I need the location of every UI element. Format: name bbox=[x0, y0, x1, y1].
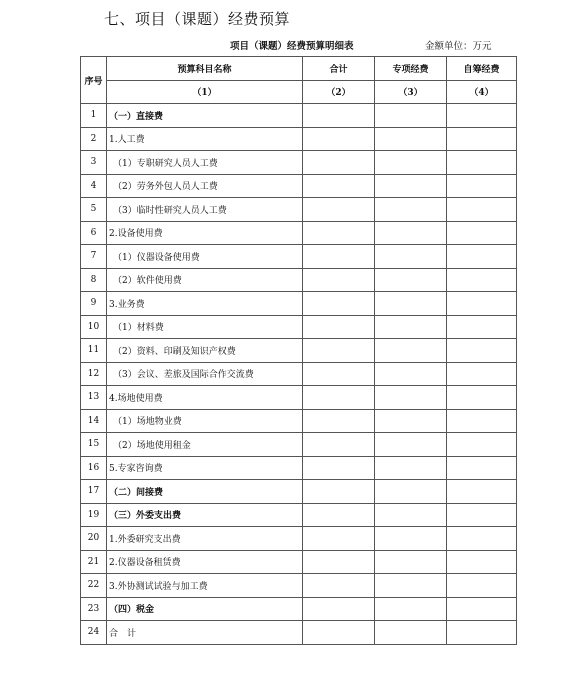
row-number: 9 bbox=[81, 292, 107, 316]
budget-table-header bbox=[81, 57, 517, 104]
self-fund-cell[interactable] bbox=[447, 268, 517, 292]
self-fund-cell[interactable] bbox=[447, 245, 517, 269]
budget-item-name: 5.专家咨询费 bbox=[107, 456, 303, 480]
table-row bbox=[81, 433, 517, 457]
total-cell[interactable] bbox=[303, 480, 375, 504]
self-fund-cell[interactable] bbox=[447, 386, 517, 410]
total-cell[interactable] bbox=[303, 104, 375, 128]
row-number: 22 bbox=[81, 574, 107, 598]
total-cell[interactable] bbox=[303, 386, 375, 410]
row-number: 17 bbox=[81, 480, 107, 504]
row-number: 8 bbox=[81, 268, 107, 292]
column-header-special: 专项经费 bbox=[375, 57, 447, 81]
budget-item-name: （四）税金 bbox=[107, 597, 303, 621]
special-fund-cell[interactable] bbox=[375, 409, 447, 433]
row-number: 11 bbox=[81, 339, 107, 363]
special-fund-cell[interactable] bbox=[375, 198, 447, 222]
total-cell[interactable] bbox=[303, 221, 375, 245]
budget-item-name: （2）场地使用租金 bbox=[107, 433, 303, 457]
table-row bbox=[81, 292, 517, 316]
total-cell[interactable] bbox=[303, 409, 375, 433]
special-fund-cell[interactable] bbox=[375, 621, 447, 645]
self-fund-cell[interactable] bbox=[447, 362, 517, 386]
special-fund-cell[interactable] bbox=[375, 527, 447, 551]
budget-item-name: （3）会议、差旅及国际合作交流费 bbox=[107, 362, 303, 386]
table-row bbox=[81, 362, 517, 386]
total-cell[interactable] bbox=[303, 621, 375, 645]
column-header-name: 预算科目名称 bbox=[107, 57, 303, 81]
budget-table-body bbox=[81, 104, 517, 645]
table-row bbox=[81, 503, 517, 527]
self-fund-cell[interactable] bbox=[447, 292, 517, 316]
total-cell[interactable] bbox=[303, 550, 375, 574]
budget-table bbox=[80, 56, 517, 645]
column-code-total: （2） bbox=[303, 80, 375, 104]
table-row bbox=[81, 127, 517, 151]
table-row bbox=[81, 527, 517, 551]
row-number: 16 bbox=[81, 456, 107, 480]
table-row bbox=[81, 174, 517, 198]
row-number: 20 bbox=[81, 527, 107, 551]
special-fund-cell[interactable] bbox=[375, 268, 447, 292]
column-code-name: （1） bbox=[107, 80, 303, 104]
row-number: 23 bbox=[81, 597, 107, 621]
special-fund-cell[interactable] bbox=[375, 174, 447, 198]
total-cell[interactable] bbox=[303, 198, 375, 222]
self-fund-cell[interactable] bbox=[447, 621, 517, 645]
self-fund-cell[interactable] bbox=[447, 339, 517, 363]
row-number: 10 bbox=[81, 315, 107, 339]
row-number: 1 bbox=[81, 104, 107, 128]
column-header-total: 合计 bbox=[303, 57, 375, 81]
column-header-self: 自筹经费 bbox=[447, 57, 517, 81]
row-number: 6 bbox=[81, 221, 107, 245]
budget-item-name: （1）专职研究人员人工费 bbox=[107, 151, 303, 175]
self-fund-cell[interactable] bbox=[447, 503, 517, 527]
special-fund-cell[interactable] bbox=[375, 104, 447, 128]
column-code-special: （3） bbox=[375, 80, 447, 104]
row-number: 21 bbox=[81, 550, 107, 574]
total-cell[interactable] bbox=[303, 127, 375, 151]
total-cell[interactable] bbox=[303, 245, 375, 269]
row-number: 19 bbox=[81, 503, 107, 527]
special-fund-cell[interactable] bbox=[375, 245, 447, 269]
special-fund-cell[interactable] bbox=[375, 315, 447, 339]
row-number: 5 bbox=[81, 198, 107, 222]
budget-item-name: 3.业务费 bbox=[107, 292, 303, 316]
budget-item-name: 合 计 bbox=[107, 621, 303, 645]
special-fund-cell[interactable] bbox=[375, 480, 447, 504]
special-fund-cell[interactable] bbox=[375, 292, 447, 316]
self-fund-cell[interactable] bbox=[447, 433, 517, 457]
total-cell[interactable] bbox=[303, 503, 375, 527]
row-number: 24 bbox=[81, 621, 107, 645]
total-cell[interactable] bbox=[303, 433, 375, 457]
row-number: 2 bbox=[81, 127, 107, 151]
table-row bbox=[81, 480, 517, 504]
special-fund-cell[interactable] bbox=[375, 127, 447, 151]
budget-item-name: （3）临时性研究人员人工费 bbox=[107, 198, 303, 222]
special-fund-cell[interactable] bbox=[375, 339, 447, 363]
special-fund-cell[interactable] bbox=[375, 386, 447, 410]
total-cell[interactable] bbox=[303, 527, 375, 551]
self-fund-cell[interactable] bbox=[447, 574, 517, 598]
total-cell[interactable] bbox=[303, 574, 375, 598]
self-fund-cell[interactable] bbox=[447, 151, 517, 175]
row-number: 14 bbox=[81, 409, 107, 433]
section-heading: 七、项目（课题）经费预算 bbox=[104, 10, 291, 28]
special-fund-cell[interactable] bbox=[375, 221, 447, 245]
row-number: 3 bbox=[81, 151, 107, 175]
table-row bbox=[81, 409, 517, 433]
total-cell[interactable] bbox=[303, 362, 375, 386]
self-fund-cell[interactable] bbox=[447, 456, 517, 480]
total-cell[interactable] bbox=[303, 456, 375, 480]
special-fund-cell[interactable] bbox=[375, 574, 447, 598]
self-fund-cell[interactable] bbox=[447, 127, 517, 151]
budget-item-name: （2）劳务外包人员人工费 bbox=[107, 174, 303, 198]
self-fund-cell[interactable] bbox=[447, 550, 517, 574]
table-row bbox=[81, 574, 517, 598]
budget-item-name: （二）间接费 bbox=[107, 480, 303, 504]
table-row bbox=[81, 245, 517, 269]
self-fund-cell[interactable] bbox=[447, 198, 517, 222]
column-code-self: （4） bbox=[447, 80, 517, 104]
currency-unit-label: 金额单位：万元 bbox=[425, 41, 492, 52]
table-row bbox=[81, 151, 517, 175]
total-cell[interactable] bbox=[303, 268, 375, 292]
row-number: 4 bbox=[81, 174, 107, 198]
budget-item-name: （2）资料、印刷及知识产权费 bbox=[107, 339, 303, 363]
special-fund-cell[interactable] bbox=[375, 151, 447, 175]
self-fund-cell[interactable] bbox=[447, 104, 517, 128]
budget-item-name: 2.设备使用费 bbox=[107, 221, 303, 245]
table-row bbox=[81, 198, 517, 222]
row-number: 15 bbox=[81, 433, 107, 457]
budget-item-name: 2.仪器设备租赁费 bbox=[107, 550, 303, 574]
self-fund-cell[interactable] bbox=[447, 221, 517, 245]
budget-item-name: （三）外委支出费 bbox=[107, 503, 303, 527]
total-cell[interactable] bbox=[303, 597, 375, 621]
table-row bbox=[81, 339, 517, 363]
table-row bbox=[81, 621, 517, 645]
budget-item-name: （1）材料费 bbox=[107, 315, 303, 339]
table-row bbox=[81, 550, 517, 574]
total-cell[interactable] bbox=[303, 315, 375, 339]
budget-item-name: （2）软件使用费 bbox=[107, 268, 303, 292]
special-fund-cell[interactable] bbox=[375, 503, 447, 527]
table-row bbox=[81, 221, 517, 245]
total-cell[interactable] bbox=[303, 151, 375, 175]
special-fund-cell[interactable] bbox=[375, 597, 447, 621]
budget-item-name: 3.外协测试试验与加工费 bbox=[107, 574, 303, 598]
budget-item-name: （1）仪器设备使用费 bbox=[107, 245, 303, 269]
total-cell[interactable] bbox=[303, 174, 375, 198]
special-fund-cell[interactable] bbox=[375, 456, 447, 480]
budget-item-name: （1）场地物业费 bbox=[107, 409, 303, 433]
row-number: 13 bbox=[81, 386, 107, 410]
self-fund-cell[interactable] bbox=[447, 597, 517, 621]
special-fund-cell[interactable] bbox=[375, 362, 447, 386]
total-cell[interactable] bbox=[303, 292, 375, 316]
self-fund-cell[interactable] bbox=[447, 480, 517, 504]
row-number: 12 bbox=[81, 362, 107, 386]
table-row bbox=[81, 456, 517, 480]
table-row bbox=[81, 268, 517, 292]
special-fund-cell[interactable] bbox=[375, 550, 447, 574]
budget-item-name: 1.外委研究支出费 bbox=[107, 527, 303, 551]
table-row bbox=[81, 597, 517, 621]
self-fund-cell[interactable] bbox=[447, 174, 517, 198]
table-row bbox=[81, 315, 517, 339]
table-row bbox=[81, 386, 517, 410]
self-fund-cell[interactable] bbox=[447, 409, 517, 433]
table-row bbox=[81, 104, 517, 128]
row-number: 7 bbox=[81, 245, 107, 269]
column-header-no: 序号 bbox=[81, 57, 107, 104]
self-fund-cell[interactable] bbox=[447, 527, 517, 551]
budget-item-name: （一）直接费 bbox=[107, 104, 303, 128]
table-caption: 项目（课题）经费预算明细表 bbox=[230, 41, 354, 52]
budget-item-name: 1.人工费 bbox=[107, 127, 303, 151]
special-fund-cell[interactable] bbox=[375, 433, 447, 457]
budget-item-name: 4.场地使用费 bbox=[107, 386, 303, 410]
total-cell[interactable] bbox=[303, 339, 375, 363]
self-fund-cell[interactable] bbox=[447, 315, 517, 339]
